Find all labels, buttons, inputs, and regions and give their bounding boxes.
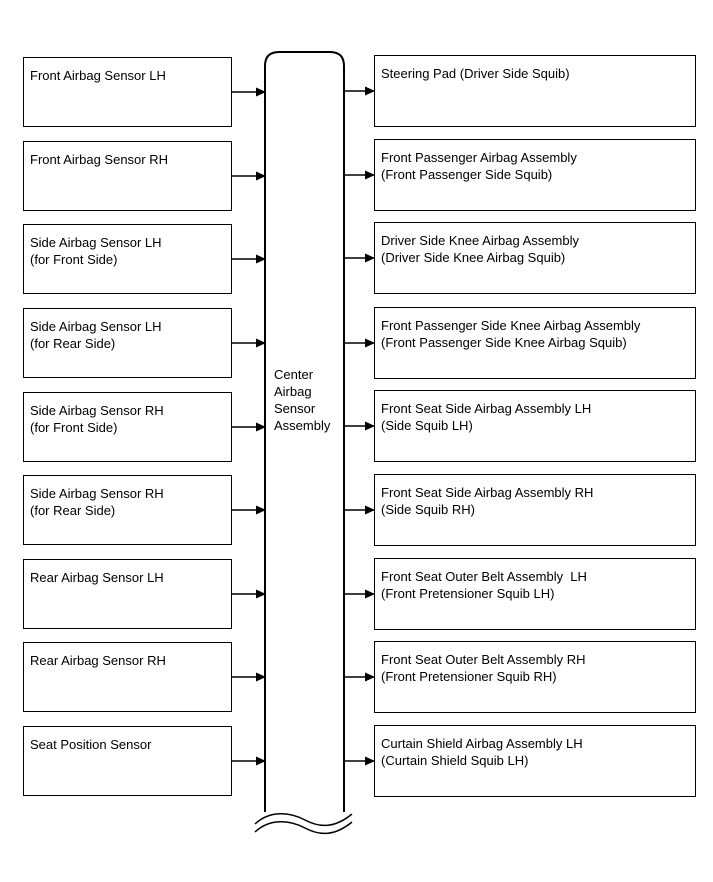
output-steering-pad-driver-side-squib: Steering Pad (Driver Side Squib) [374, 55, 696, 127]
output-front-seat-outer-belt-assembly-rh: Front Seat Outer Belt Assembly RH (Front Pretensioner Squib RH) [374, 641, 696, 713]
input-rear-airbag-sensor-rh: Rear Airbag Sensor RH [23, 642, 232, 712]
center-airbag-sensor-assembly-label: Center Airbag Sensor Assembly [274, 367, 331, 433]
input-side-airbag-sensor-lh: Side Airbag Sensor LH (for Rear Side) [23, 308, 232, 378]
input-front-airbag-sensor-rh: Front Airbag Sensor RH [23, 141, 232, 211]
output-driver-side-knee-airbag-assembly: Driver Side Knee Airbag Assembly (Driver Side Knee Airbag Squib) [374, 222, 696, 294]
output-front-passenger-side-knee-airbag-assembly: Front Passenger Side Knee Airbag Assembly (Front Passenger Side Knee Airbag Squib) [374, 307, 696, 379]
output-front-seat-outer-belt-assembly-lh: Front Seat Outer Belt Assembly LH (Front Pretensioner Squib LH) [374, 558, 696, 630]
input-front-airbag-sensor-lh: Front Airbag Sensor LH [23, 57, 232, 127]
input-side-airbag-sensor-rh: Side Airbag Sensor RH (for Front Side) [23, 392, 232, 462]
input-seat-position-sensor: Seat Position Sensor [23, 726, 232, 796]
input-side-airbag-sensor-lh: Side Airbag Sensor LH (for Front Side) [23, 224, 232, 294]
output-curtain-shield-airbag-assembly-lh: Curtain Shield Airbag Assembly LH (Curtain Shield Squib LH) [374, 725, 696, 797]
input-rear-airbag-sensor-lh: Rear Airbag Sensor LH [23, 559, 232, 629]
output-front-seat-side-airbag-assembly-lh: Front Seat Side Airbag Assembly LH (Side Squib LH) [374, 390, 696, 462]
output-front-seat-side-airbag-assembly-rh: Front Seat Side Airbag Assembly RH (Side Squib RH) [374, 474, 696, 546]
input-side-airbag-sensor-rh: Side Airbag Sensor RH (for Rear Side) [23, 475, 232, 545]
output-front-passenger-airbag-assembly: Front Passenger Airbag Assembly (Front Passenger Side Squib) [374, 139, 696, 211]
